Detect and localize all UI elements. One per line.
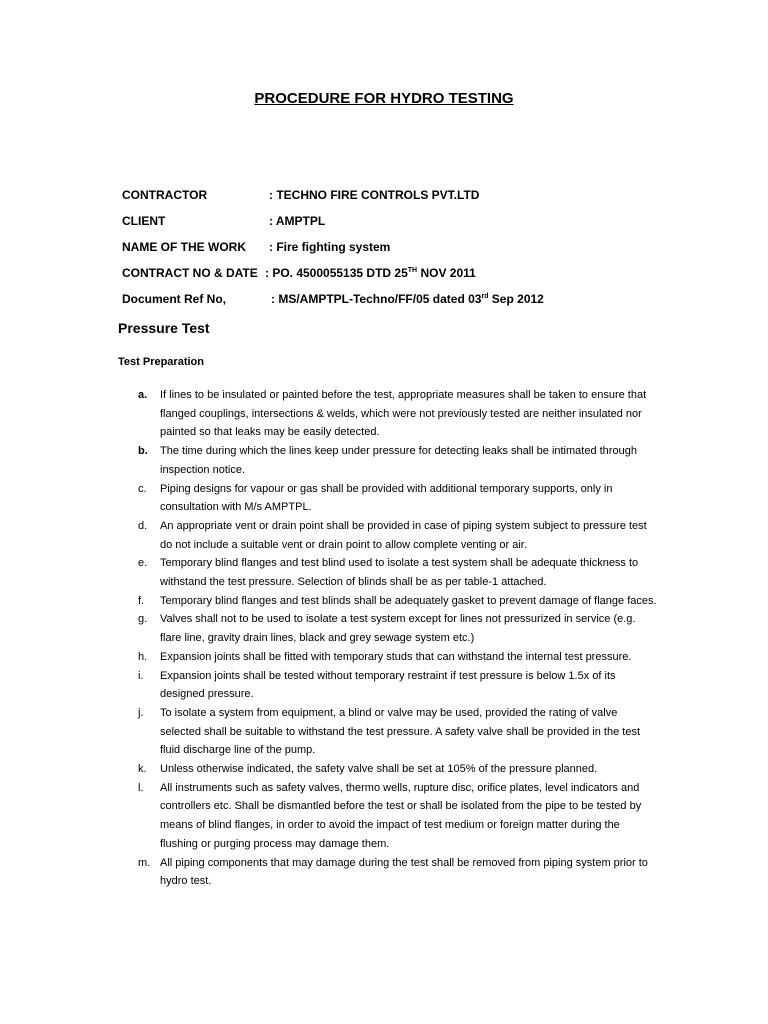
list-marker: l. xyxy=(138,781,144,794)
list-marker: c. xyxy=(138,482,147,495)
info-value: : TECHNO FIRE CONTROLS PVT.LTD xyxy=(269,188,480,202)
list-item xyxy=(138,704,658,760)
list-item-text: Temporary blind flanges and test blind used to isolate a test system shall be adequate thickness to withstand the test pressure. Selection of blinds shall be as per table-1 attached. xyxy=(160,557,639,589)
info-value xyxy=(265,266,476,280)
info-value-sup: TH xyxy=(407,267,418,274)
list-item xyxy=(138,610,658,647)
list-marker: g. xyxy=(138,613,148,626)
list-item xyxy=(138,667,658,704)
list-item-text: An appropriate vent or drain point shall be provided in case of piping system subject to pressure test do not include a suitable vent or drain point to allow complete venting or air. xyxy=(160,519,647,551)
info-value xyxy=(271,292,544,306)
list-item-text: Expansion joints shall be fitted with temporary studs that can withstand the internal test pressure. xyxy=(160,650,632,663)
list-item-text: To isolate a system from equipment, a blind or valve may be used, provided the rating of valve selected shall be suitable to withstand the test pressure. A safety valve shall be provided in the test fluid discharge line of the pump. xyxy=(160,706,641,757)
info-value: : Fire fighting system xyxy=(269,240,391,254)
info-label: CONTRACTOR xyxy=(122,188,208,202)
list-marker: i. xyxy=(138,669,144,682)
list-item xyxy=(138,442,658,479)
list-item-text: All piping components that may damage during the test shall be removed from piping system prior to hydro test. xyxy=(160,856,648,888)
list-item-text: All instruments such as safety valves, thermo wells, rupture disc, orifice plates, level indicators and controllers etc. Shall be dismantled before the test or shall be isolated from the pipe to be tested by means of blind flanges, in order to avoid the impact of test medium or foreign matter during the flushing or purging process may damage them. xyxy=(160,781,642,850)
info-value-tail: NOV 2011 xyxy=(417,266,476,280)
info-label: NAME OF THE WORK xyxy=(122,240,246,254)
list-marker: h. xyxy=(138,650,148,663)
info-value-sup: rd xyxy=(481,293,489,300)
subsection-heading: Test Preparation xyxy=(118,356,204,368)
list-marker: e. xyxy=(138,557,148,570)
list-marker: f. xyxy=(138,594,145,607)
info-value: : AMPTPL xyxy=(269,214,326,228)
list-item xyxy=(138,779,658,854)
info-label: CONTRACT NO & DATE xyxy=(122,266,258,280)
list-marker: j. xyxy=(138,706,144,719)
test-preparation-list xyxy=(138,386,658,891)
list-item xyxy=(138,592,658,611)
list-item xyxy=(138,386,658,442)
list-item-text: Valves shall not to be used to isolate a test system except for lines not pressurized in service (e.g. flare line, gravity drain lines, black and grey sewage system etc.) xyxy=(160,613,636,645)
list-marker: a. xyxy=(138,389,148,401)
list-item-text: Expansion joints shall be tested without temporary restraint if test pressure is below 1.5x of its designed pressure. xyxy=(160,669,616,701)
list-marker: k. xyxy=(138,763,147,776)
info-label: CLIENT xyxy=(122,214,166,228)
list-marker: b. xyxy=(138,445,148,458)
list-marker: d. xyxy=(138,519,148,532)
list-item xyxy=(138,854,658,891)
info-label: Document Ref No, xyxy=(122,292,227,306)
list-item xyxy=(138,760,658,779)
info-value-main: : PO. 4500055135 DTD 25 xyxy=(265,266,408,280)
list-item xyxy=(138,648,658,667)
list-item-text: Temporary blind flanges and test blinds shall be adequately gasket to prevent damage of flange faces. xyxy=(160,594,657,607)
info-value-tail: Sep 2012 xyxy=(488,292,544,306)
list-item-text: Unless otherwise indicated, the safety valve shall be set at 105% of the pressure planned. xyxy=(160,763,598,776)
info-value-main: : MS/AMPTPL-Techno/FF/05 dated 03 xyxy=(271,292,482,306)
list-item xyxy=(138,554,658,591)
list-item xyxy=(138,517,658,554)
list-item-text: If lines to be insulated or painted before the test, appropriate measures shall be taken to ensure that flanged couplings, intersections & welds, which were not previously tested are neither insulated nor painted so that leaks may be easily detected. xyxy=(160,389,647,439)
list-item xyxy=(138,480,658,517)
document-title: PROCEDURE FOR HYDRO TESTING xyxy=(254,90,514,107)
list-item-text: Piping designs for vapour or gas shall be provided with additional temporary supports, only in consultation with M/s AMPTPL. xyxy=(160,482,613,514)
section-heading: Pressure Test xyxy=(118,320,210,336)
list-marker: m. xyxy=(138,856,151,869)
list-item-text: The time during which the lines keep under pressure for detecting leaks shall be intimated through inspection notice. xyxy=(160,445,637,476)
